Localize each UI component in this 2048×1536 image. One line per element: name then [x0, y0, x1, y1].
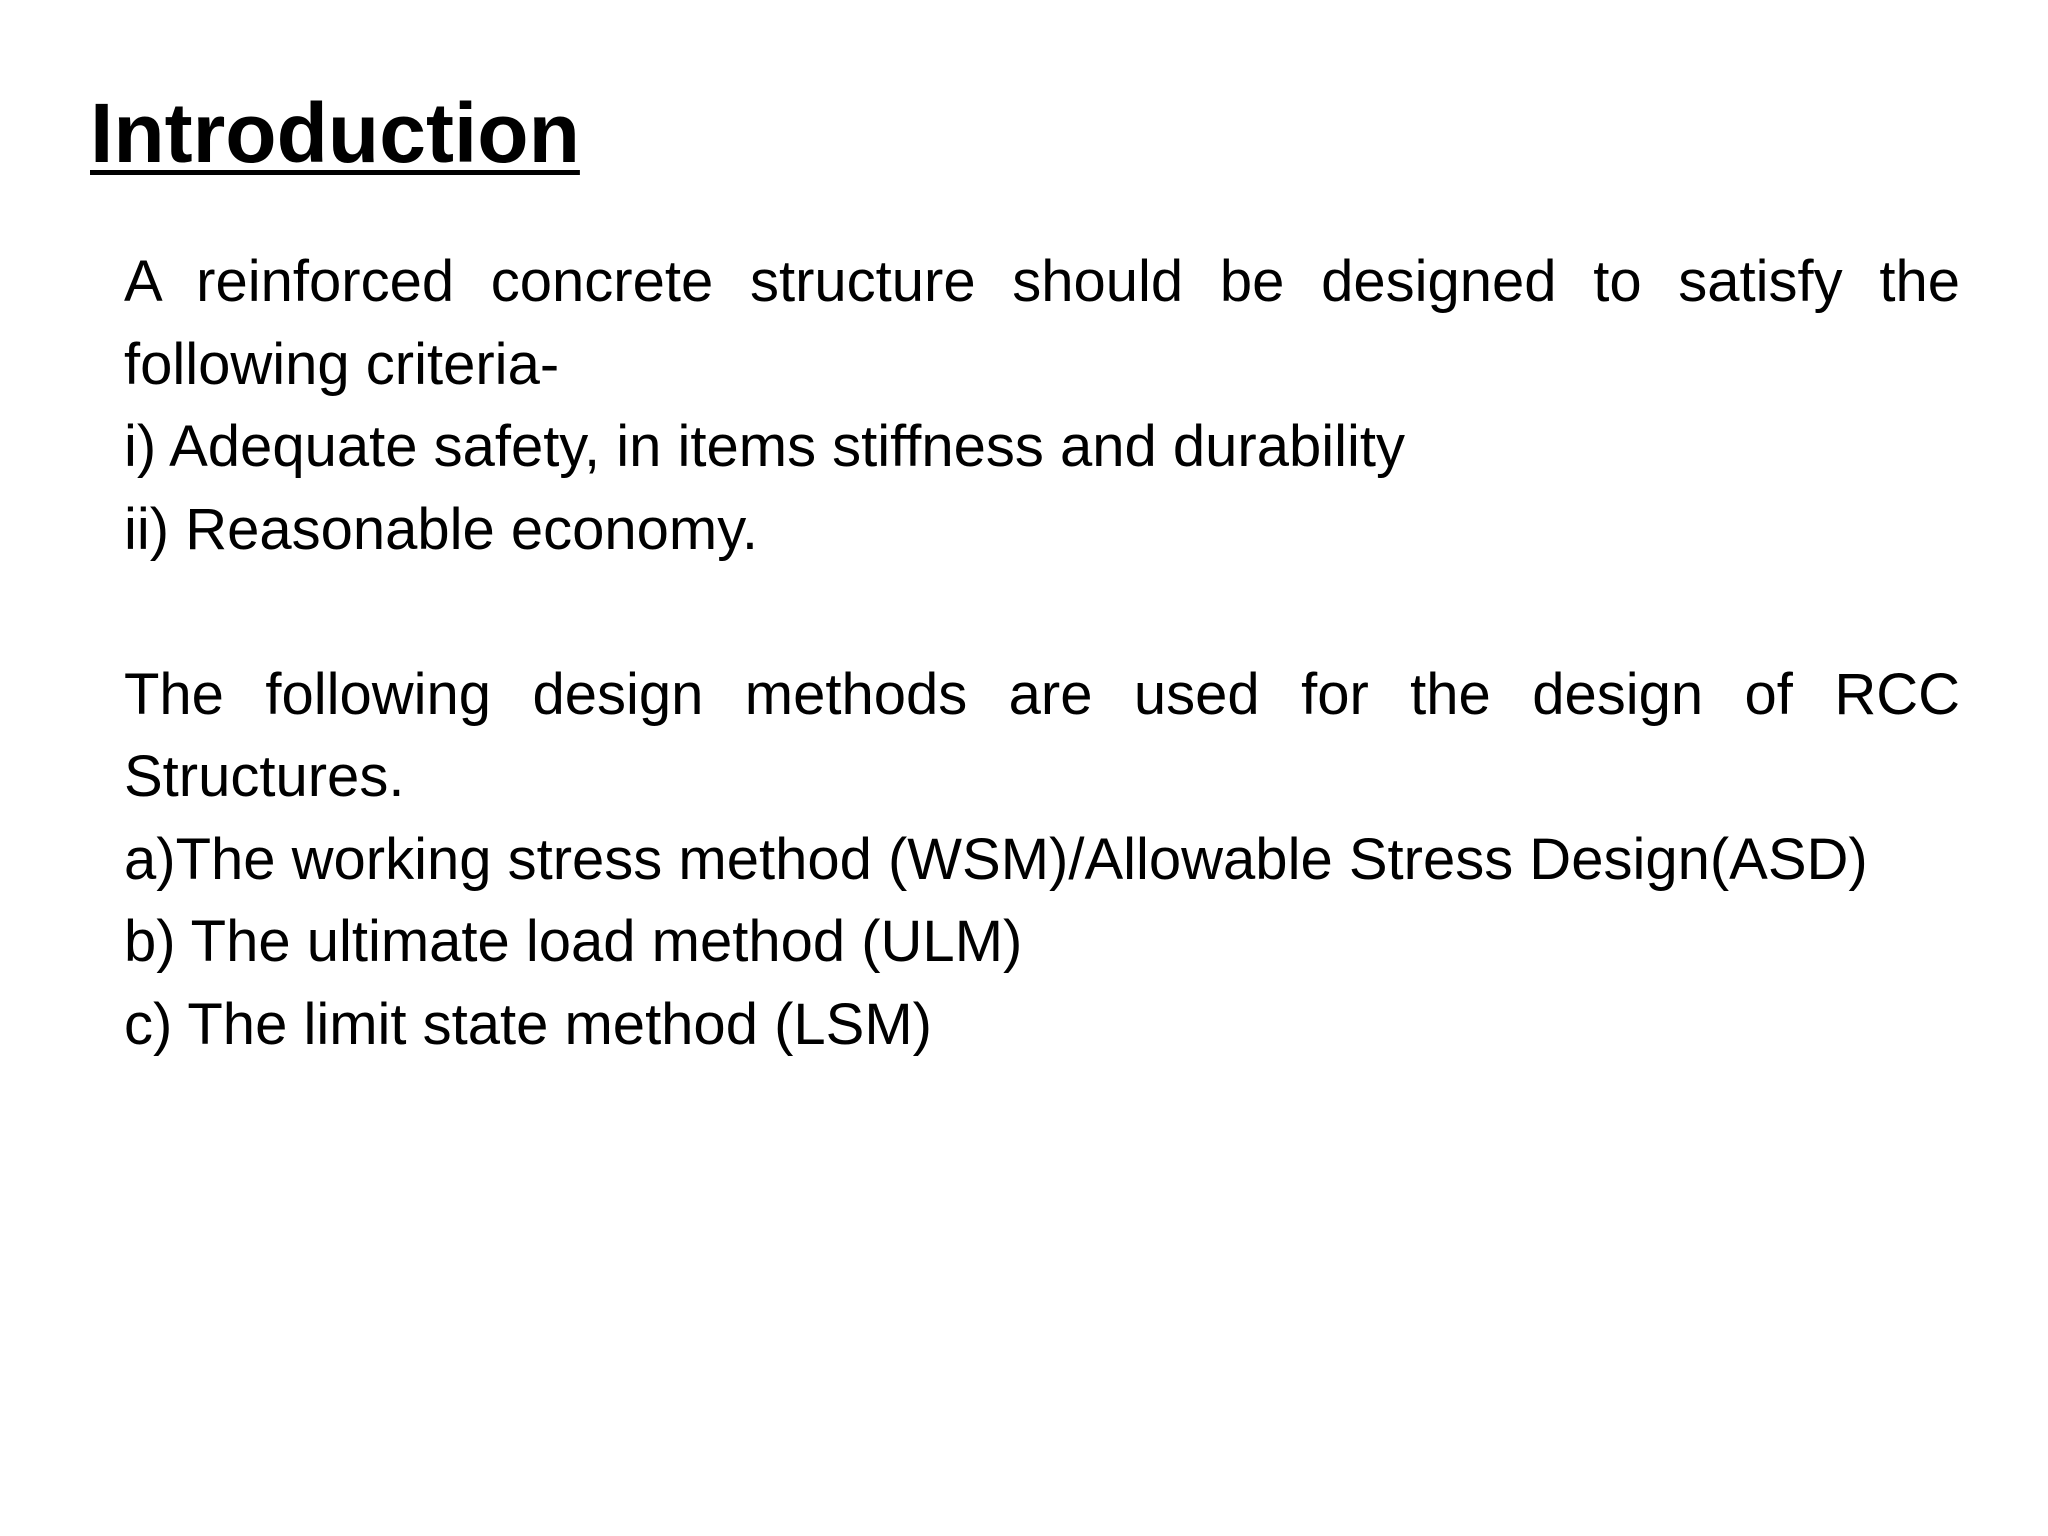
paragraph-spacer: [124, 571, 1960, 654]
criteria-item: ii) Reasonable economy.: [124, 496, 759, 562]
method-item: b) The ultimate load method (ULM): [124, 909, 1023, 974]
slide-title: Introduction: [90, 86, 580, 180]
methods-intro-paragraph: The following design methods are used for the design of RCC Structures.: [124, 661, 1960, 809]
slide-body: [124, 241, 1960, 1066]
method-item: c) The limit state method (LSM): [124, 991, 932, 1057]
method-item: a)The working stress method (WSM)/Allowable Stress Design(ASD): [124, 826, 1868, 892]
intro-paragraph: A reinforced concrete structure should be designed to satisfy the following criteria-: [124, 249, 1960, 397]
criteria-item: i) Adequate safety, in items stiffness and durability: [124, 414, 1405, 479]
